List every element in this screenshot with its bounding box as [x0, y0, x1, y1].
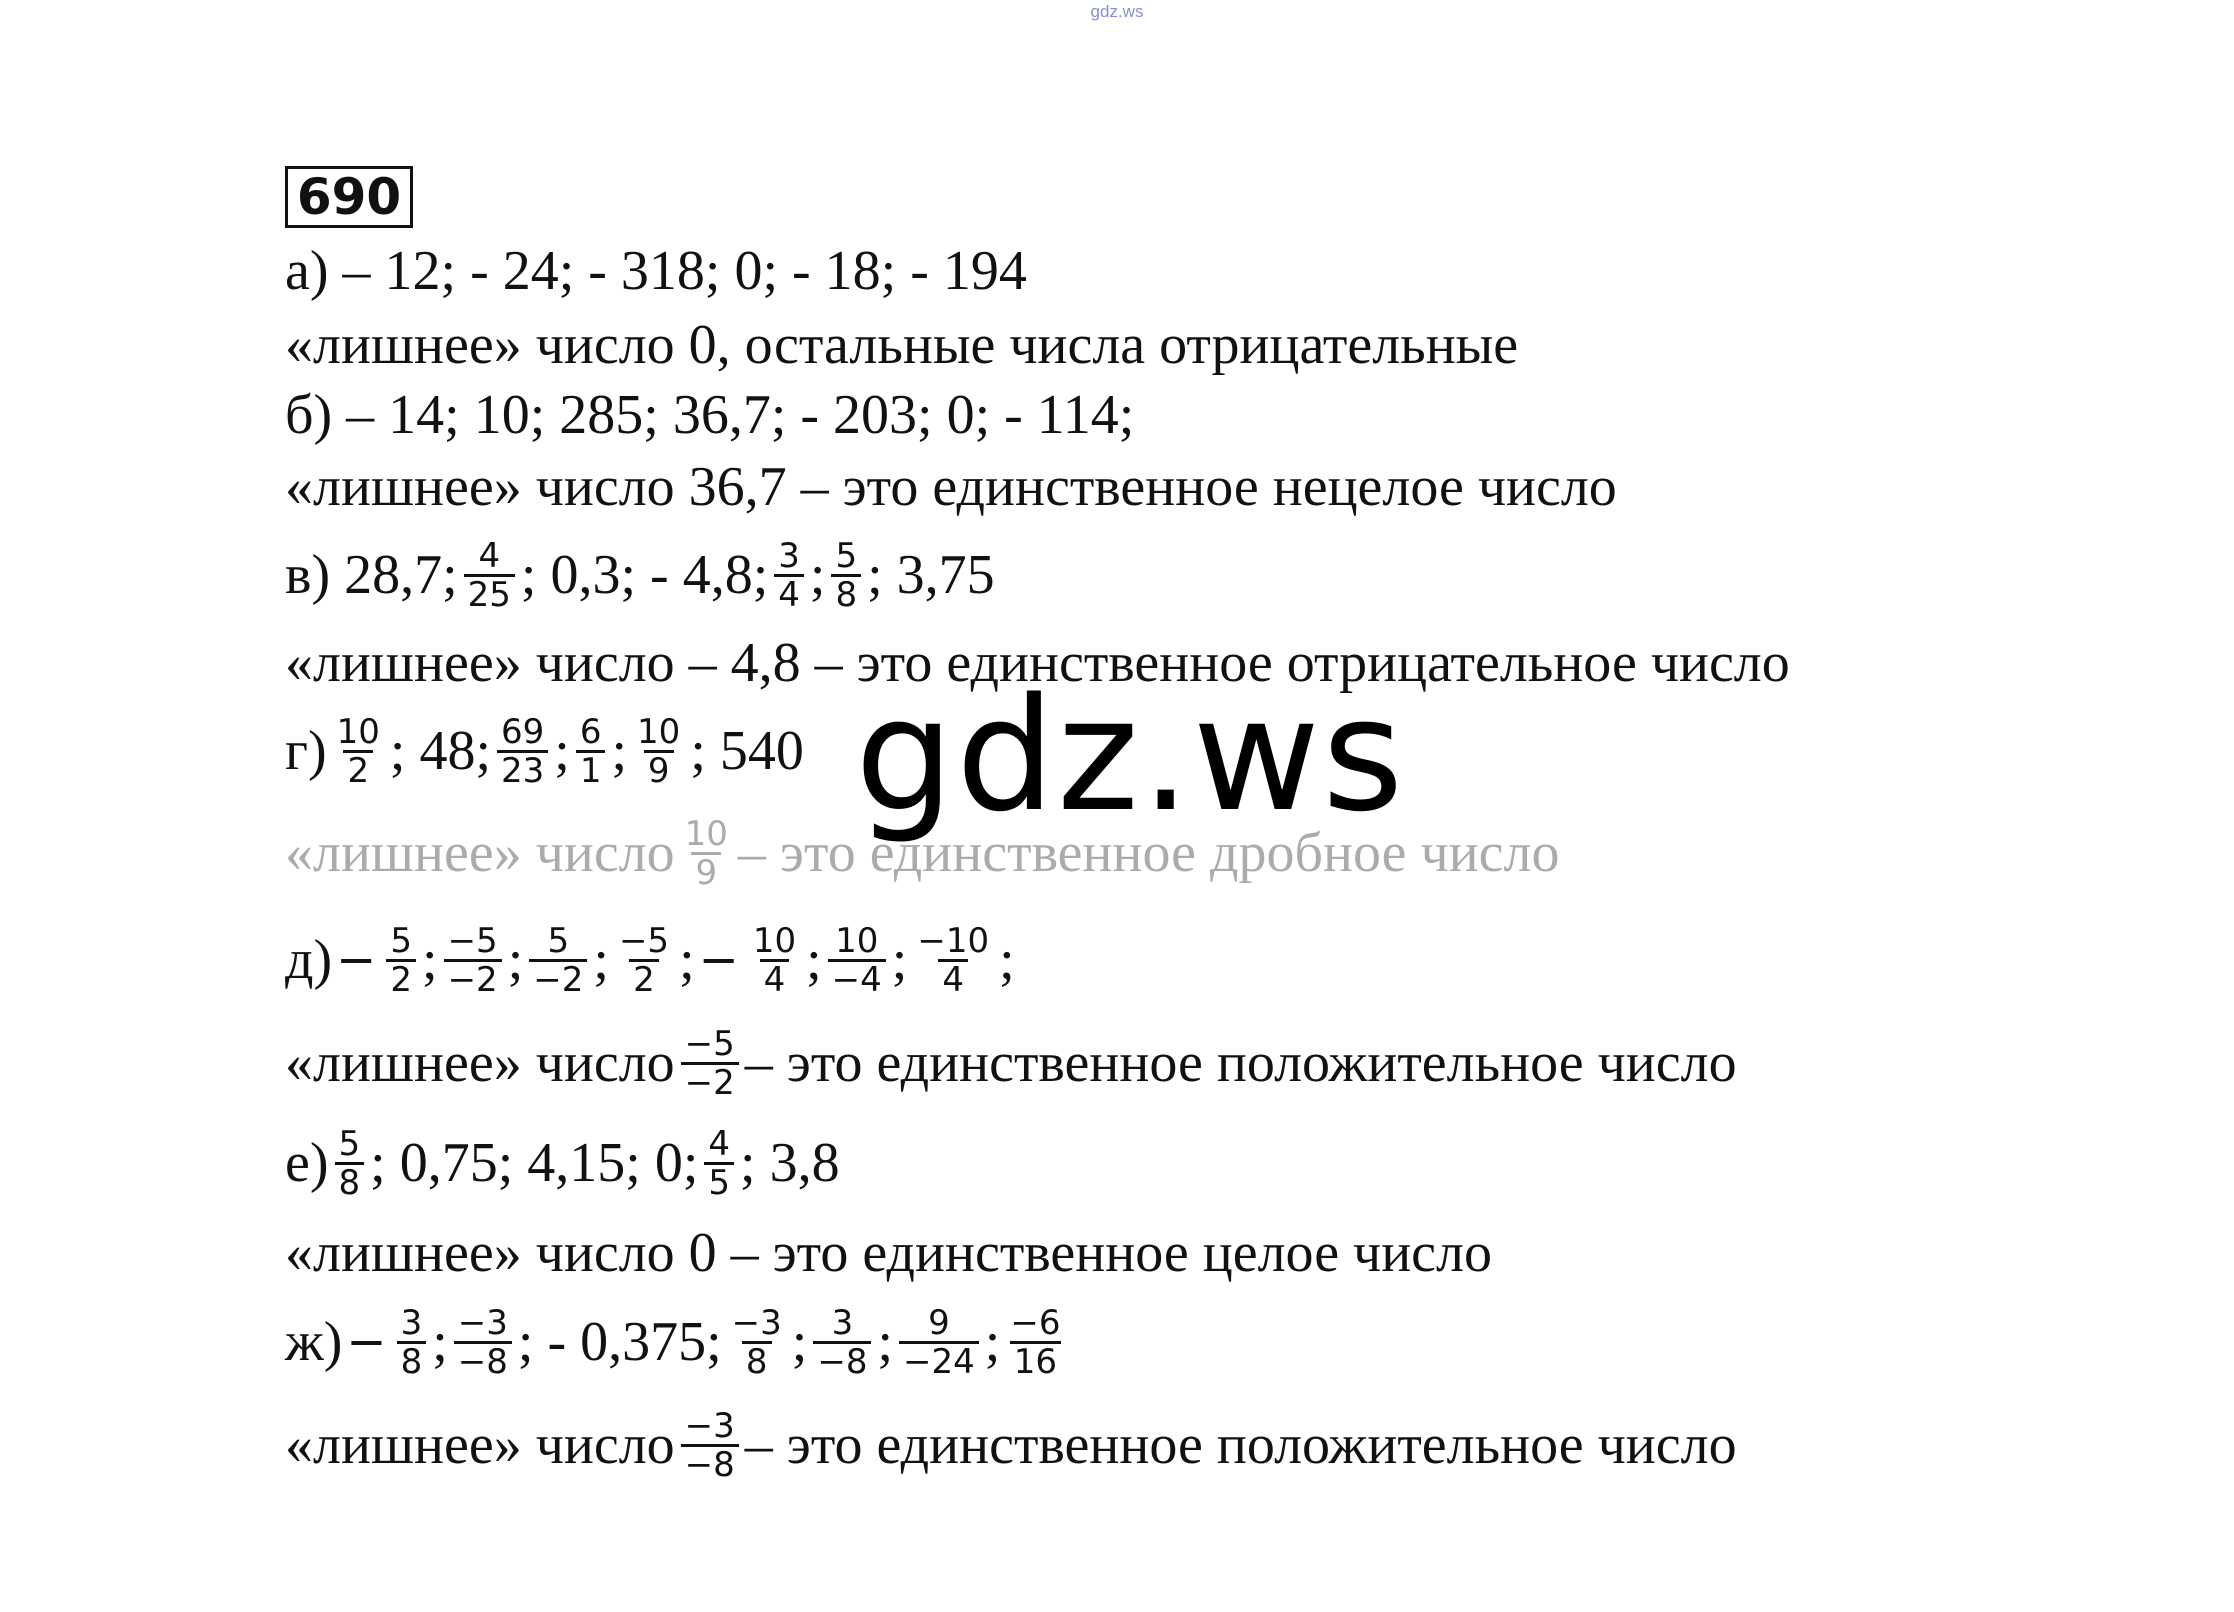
- line-d-note-prefix: «лишнее» число: [285, 1032, 675, 1094]
- minus-sign: −: [698, 932, 739, 988]
- fraction: [633, 711, 684, 791]
- denominator: 25: [464, 574, 515, 613]
- denominator: −8: [681, 1444, 739, 1483]
- line-zh-mid: ; - 0,375;: [517, 1311, 722, 1373]
- denominator: −4: [828, 959, 886, 998]
- denominator: 5: [704, 1162, 734, 1201]
- line-v: [285, 535, 995, 615]
- denominator: 8: [742, 1341, 772, 1380]
- numerator: 5: [835, 535, 858, 576]
- separator: ;: [984, 1311, 1001, 1373]
- separator: ;: [422, 929, 438, 991]
- separator: ;: [809, 544, 826, 606]
- numerator: −3: [684, 1405, 735, 1446]
- line-g-note-suffix: – это единственное дробное число: [737, 822, 1560, 884]
- numerator: 4: [478, 535, 501, 576]
- fraction: [529, 920, 587, 1000]
- line-zh-note: [285, 1405, 1737, 1485]
- denominator: 2: [343, 750, 373, 789]
- numerator: 10: [835, 920, 879, 961]
- numerator: −5: [684, 1023, 735, 1064]
- line-e-note-text: «лишнее» число 0 – это единственное целое число: [285, 1222, 1492, 1284]
- numerator: 3: [778, 535, 800, 576]
- denominator: 8: [397, 1341, 427, 1380]
- denominator: −8: [813, 1341, 871, 1380]
- fraction: [774, 535, 804, 615]
- denominator: 23: [497, 750, 548, 789]
- numerator: 5: [390, 920, 412, 961]
- line-b-note: [285, 452, 1617, 522]
- minus-sign: −: [346, 1314, 387, 1370]
- numerator: −3: [457, 1302, 508, 1343]
- numerator: 10: [684, 813, 728, 854]
- top-watermark: gdz.ws: [1090, 2, 1144, 21]
- line-d-note-suffix: – это единственное положительное число: [744, 1032, 1737, 1094]
- line-v-prefix: в) 28,7;: [285, 544, 458, 606]
- fraction: [913, 920, 993, 1000]
- denominator: 9: [644, 750, 674, 789]
- fraction: [576, 711, 606, 791]
- fraction: [749, 920, 800, 1000]
- numerator: −3: [731, 1302, 782, 1343]
- numerator: 3: [400, 1302, 423, 1343]
- denominator: 4: [938, 959, 968, 998]
- numerator: −6: [1010, 1302, 1061, 1343]
- denominator: 8: [831, 574, 861, 613]
- fraction: [681, 1405, 739, 1485]
- separator: ;: [679, 929, 695, 991]
- denominator: 8: [335, 1162, 365, 1201]
- fraction: [464, 535, 515, 615]
- line-b-note-text: «лишнее» число 36,7 – это единственное нецелое число: [285, 456, 1617, 518]
- denominator: −24: [899, 1341, 979, 1380]
- denominator: 2: [386, 959, 416, 998]
- denominator: 9: [691, 852, 721, 891]
- line-zh-prefix: ж): [285, 1311, 343, 1373]
- line-zh: [285, 1302, 1070, 1382]
- separator: ;: [611, 720, 628, 782]
- separator: ;: [791, 1311, 808, 1373]
- fraction: [1006, 1302, 1064, 1382]
- denominator: −8: [454, 1341, 512, 1380]
- line-v-mid: ; 0,3; - 4,8;: [520, 544, 769, 606]
- line-a-text: а) – 12; - 24; - 318; 0; - 18; - 194: [285, 240, 1027, 302]
- numerator: 10: [336, 711, 380, 752]
- minus-sign: −: [336, 932, 377, 988]
- numerator: 5: [547, 920, 570, 961]
- denominator: 2: [629, 959, 659, 998]
- line-e-suffix: ; 3,8: [740, 1132, 840, 1194]
- separator: ;: [877, 1311, 894, 1373]
- line-b: [285, 380, 1134, 450]
- line-d-prefix: д): [285, 929, 333, 991]
- fraction: [335, 1123, 365, 1203]
- line-v-suffix: ; 3,75: [867, 544, 995, 606]
- line-g-prefix: г): [285, 720, 327, 782]
- numerator: 5: [338, 1123, 361, 1164]
- numerator: 6: [579, 711, 602, 752]
- problem-number-box: 690: [285, 166, 413, 228]
- fraction: [813, 1302, 871, 1382]
- fraction: [831, 535, 861, 615]
- numerator: 9: [928, 1302, 950, 1343]
- line-a-note-text: «лишнее» число 0, остальные числа отрицательные: [285, 314, 1519, 376]
- denominator: −2: [444, 959, 502, 998]
- fraction: [386, 920, 416, 1000]
- fraction: [333, 711, 384, 791]
- separator: ;: [507, 929, 524, 991]
- numerator: 3: [831, 1302, 854, 1343]
- fraction: [615, 920, 673, 1000]
- fraction: [444, 920, 502, 1000]
- line-d: [285, 920, 1015, 1000]
- fraction: [728, 1302, 786, 1382]
- fraction: [681, 1023, 739, 1103]
- fraction: [704, 1123, 734, 1203]
- denominator: 16: [1010, 1341, 1061, 1380]
- line-d-note: [285, 1023, 1737, 1103]
- separator: ;: [593, 929, 609, 991]
- line-g: [285, 711, 804, 791]
- denominator: 1: [576, 750, 606, 789]
- line-e-note: [285, 1218, 1492, 1288]
- numerator: −5: [447, 920, 498, 961]
- line-g-suffix: ; 540: [690, 720, 804, 782]
- line-a-note: [285, 310, 1518, 380]
- fraction: [454, 1302, 512, 1382]
- denominator: 4: [774, 574, 804, 613]
- line-e-prefix: е): [285, 1132, 329, 1194]
- numerator: 10: [637, 711, 681, 752]
- line-e-mid: ; 0,75; 4,15; 0;: [370, 1132, 699, 1194]
- line-b-text: б) – 14; 10; 285; 36,7; - 203; 0; - 114;: [285, 384, 1135, 446]
- numerator: −5: [618, 920, 670, 961]
- line-zh-note-prefix: «лишнее» число: [285, 1414, 675, 1476]
- separator: ;: [999, 929, 1015, 991]
- separator: ;: [806, 929, 822, 991]
- line-v-note-text: «лишнее» число – 4,8 – это единственное отрицательное число: [285, 632, 1790, 694]
- numerator: 69: [501, 711, 545, 752]
- line-g-note-prefix: «лишнее» число: [285, 822, 675, 884]
- fraction: [899, 1302, 979, 1382]
- fraction: [681, 813, 732, 893]
- denominator: −2: [681, 1062, 739, 1101]
- separator: ;: [891, 929, 908, 991]
- numerator: 4: [708, 1123, 731, 1164]
- denominator: −2: [529, 959, 587, 998]
- fraction: [828, 920, 886, 1000]
- line-e: [285, 1123, 840, 1203]
- gdz-watermark: gdz.ws: [855, 664, 1406, 846]
- numerator: −10: [917, 920, 990, 961]
- line-zh-note-suffix: – это единственное положительное число: [744, 1414, 1737, 1476]
- fraction: [497, 711, 548, 791]
- separator: ;: [432, 1311, 448, 1373]
- fraction: [397, 1302, 427, 1382]
- line-g-mid: ; 48;: [389, 720, 492, 782]
- numerator: 10: [752, 920, 797, 961]
- denominator: 4: [760, 959, 790, 998]
- line-a: [285, 236, 1027, 306]
- separator: ;: [554, 720, 570, 782]
